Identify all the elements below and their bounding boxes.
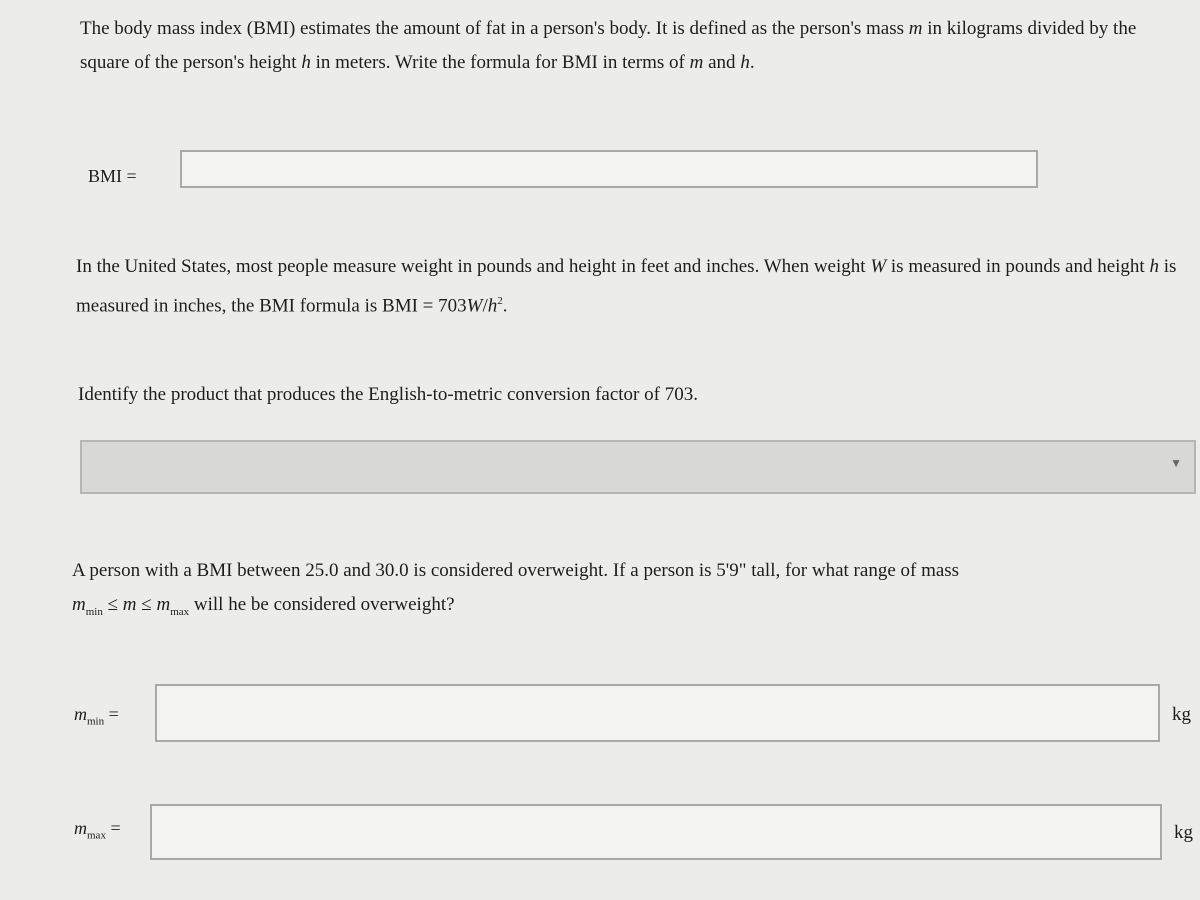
- bmi-label: BMI =: [88, 166, 137, 186]
- conversion-factor-dropdown[interactable]: [80, 440, 1196, 494]
- q4-prompt: A person with a BMI between 25.0 and 30.0 is considered overweight. If a person is 5'9" tall, for what range of mass $m_{min} \le m \le m_{max}$ will he be considered overweight?: [72, 560, 960, 618]
- m-max-input[interactable]: [150, 804, 1162, 860]
- chevron-down-icon: ▼: [1170, 456, 1182, 470]
- q1-prompt: The body mass index (BMI) estimates the amount of fat in a person's body. It is defined as the person's mass m in kilograms divided by the square of the person's height h in meters. Write the formula for BMI in terms of m and h.: [80, 18, 1137, 73]
- m-min-label: $m_{min}$ =: [74, 704, 119, 728]
- m-max-unit: kg: [1174, 822, 1193, 843]
- m-min-input[interactable]: [155, 684, 1160, 742]
- q3-prompt: Identify the product that produces the English-to-metric conversion factor of 703.: [78, 384, 698, 405]
- q2-prompt: In the United States, most people measure weight in pounds and height in feet and inches. When weight W is measured in pounds and height h is measured in inches, the BMI formula is BMI = $703W/h^2$.: [76, 256, 1177, 317]
- m-max-label: $m_{max}$ =: [74, 818, 121, 842]
- bmi-formula-input[interactable]: [180, 150, 1038, 188]
- m-min-unit: kg: [1172, 704, 1191, 725]
